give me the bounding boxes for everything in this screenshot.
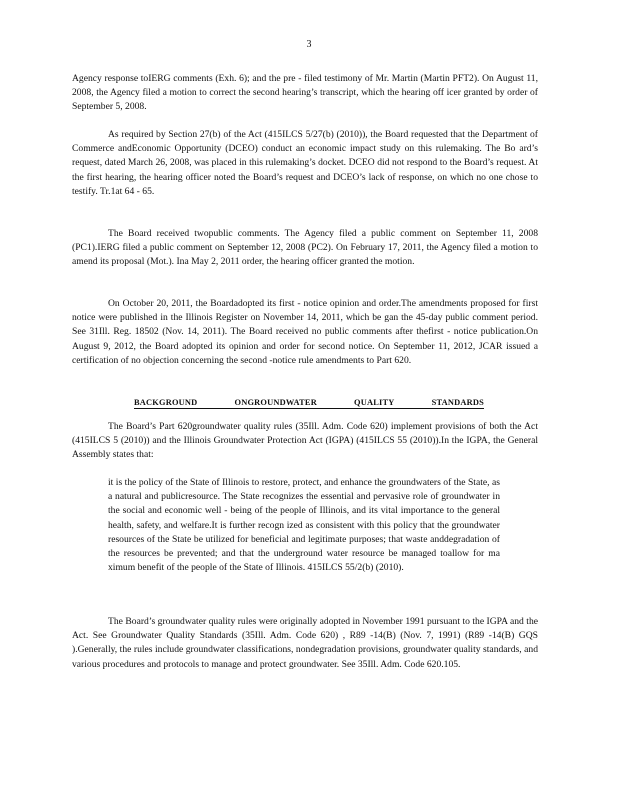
heading-word-1: BACKGROUND: [134, 398, 198, 407]
paragraph-6: The Board’s groundwater quality rules were originally adopted in November 1991 pursuant to the IGPA and the Act. See Groundwater Quality Standards (35Ill. Adm. Code 620) , R89 -14(B) (Nov. 7, 1991) (R89 -14(B) GQS ).Generally, the rules include groundwater classifications, nondegradation provisions, groundwater quality standards, and various procedures and protocols to manage and protect groundwater. See 35Ill. Adm. Code 620.105.: [72, 616, 538, 670]
paragraph-1: Agency response toIERG comments (Exh. 6); and the pre - filed testimony of Mr. Martin (Martin PFT2). On August 11, 2008, the Agency filed a motion to correct the second hearing’s transcript, which the hearing off icer granted by order of September 5, 2008.: [72, 73, 538, 113]
section-heading: [134, 397, 484, 409]
page-number: 3: [306, 39, 312, 50]
heading-word-4: STANDARDS: [431, 398, 484, 407]
paragraph-4: On October 20, 2011, the Boardadopted its first - notice opinion and order.The amendments proposed for first notice were published in the Illinois Register on November 14, 2011, which be gan the 45-day public comment period. See 31Ill. Reg. 18502 (Nov. 14, 2011). The Board received no public comments after thefirst - notice publication.On August 9, 2012, the Board adopted its opinion and order for second notice. On September 11, 2012, JCAR issued a certification of no objection concerning the second -notice rule amendments to Part 620.: [72, 298, 538, 366]
paragraph-3: The Board received twopublic comments. The Agency filed a public comment on September 11, 2008 (PC1).IERG filed a public comment on September 12, 2008 (PC2). On February 17, 2011, the Agency filed a motion to amend its proposal (Mot.). Ina May 2, 2011 order, the hearing officer granted the motion.: [72, 228, 538, 268]
paragraph-2: As required by Section 27(b) of the Act (415ILCS 5/27(b) (2010)), the Board requested that the Department of Commerce andEconomic Opportunity (DCEO) conduct an economic impact study on this rulemaking. The Bo ard’s request, dated March 26, 2008, was placed in this rulemaking’s docket. DCEO did not respond to the Board’s request. At the first hearing, the hearing officer noted the Board’s request and DCEO’s lack of response, on which no one chose to testify. Tr.1at 64 - 65.: [72, 129, 538, 197]
paragraph-5: The Board’s Part 620groundwater quality rules (35Ill. Adm. Code 620) implement provisions of both the Act (415ILCS 5 (2010)) and the Illinois Groundwater Protection Act (IGPA) (415ILCS 55 (2010)).In the IGPA, the General Assembly states that:: [72, 421, 538, 461]
heading-word-3: QUALITY: [354, 398, 395, 407]
heading-word-2: ONGROUNDWATER: [234, 398, 317, 407]
block-quote: it is the policy of the State of Illinois to restore, protect, and enhance the groundwaters of the State, as a natural and publicresource. The State recognizes the essential and pervasive role of groundwater in the social and economic well - being of the people of Illinois, and its vital importance to the general health, safety, and welfare.It is further recogn ized as consistent with this policy that the groundwater resources of the State be utilized for beneficial and legitimate purposes; that waste anddegradation of the resources be prevented; and that the underground water resource be managed toallow for ma ximum benefit of the people of the State of Illinois. 415ILCS 55/2(b) (2010).: [108, 477, 500, 574]
